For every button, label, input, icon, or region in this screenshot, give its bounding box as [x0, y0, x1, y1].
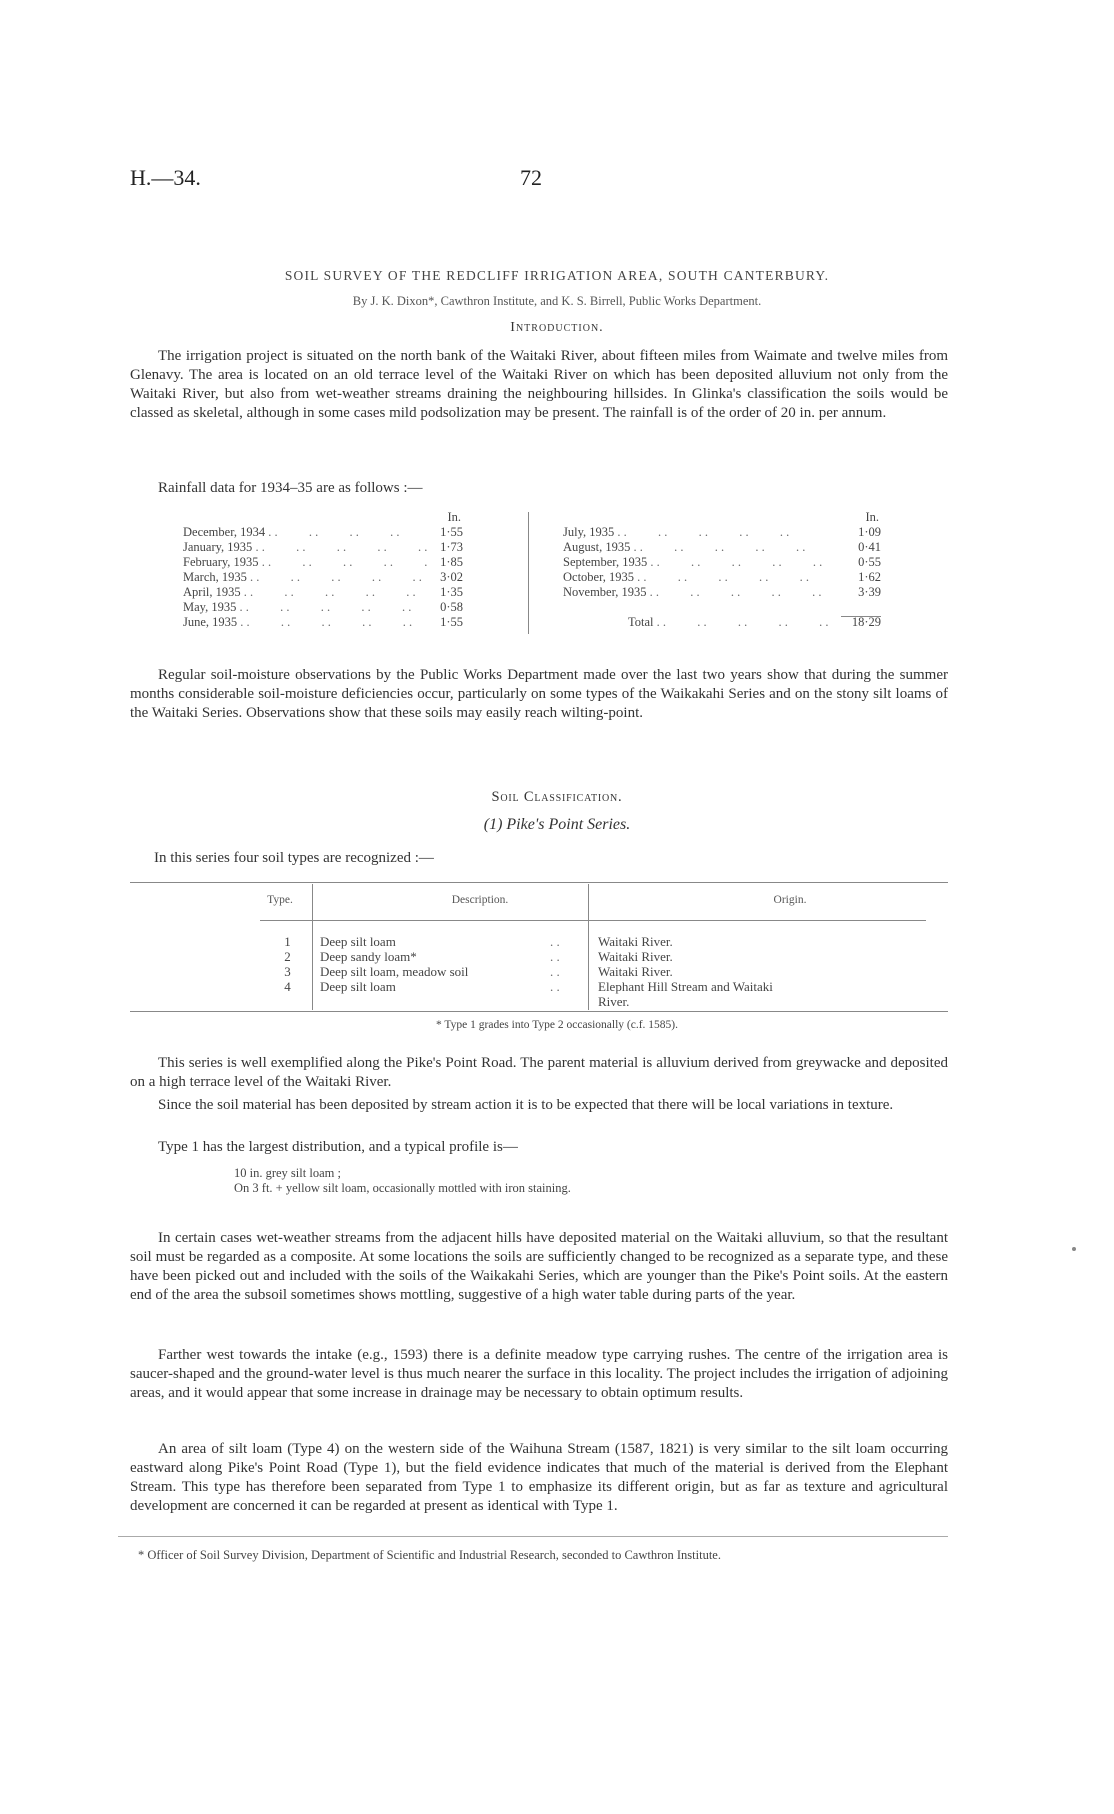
rainfall-month: March, 1935 . . — [183, 570, 427, 585]
series-intro: In this series four soil types are recognized :— — [154, 850, 434, 866]
introduction-heading: Introduction. — [510, 320, 604, 335]
soil-profile — [234, 1166, 571, 1196]
origin-cell: Waitaki River. — [598, 934, 673, 949]
origin-cell: Elephant Hill Stream and Waitaki River. — [598, 979, 773, 1009]
rainfall-total-row — [563, 615, 881, 630]
rainfall-right-column — [563, 510, 881, 630]
profile-line: On 3 ft. + yellow silt loam, occasionally mottled with iron staining. — [234, 1181, 571, 1195]
table-header-rule — [260, 920, 926, 921]
rainfall-column-divider — [528, 512, 529, 634]
rainfall-value: 1·85 — [440, 555, 463, 569]
byline: By J. K. Dixon*, Cawthron Institute, and K. S. Birrell, Public Works Department. — [352, 294, 762, 308]
rainfall-row — [183, 555, 463, 570]
farther-west-paragraph: Farther west towards the intake (e.g., 1593) there is a definite meadow type carrying rushes. The centre of the irrigation area is saucer-shaped and the ground-water level is thus much nearer the surface in this locality. The project includes the irrigation of adjoining areas, and it would appear that some increase in drainage may be necessary to obtain optimum results. — [130, 1347, 948, 1401]
description-header: Description. — [451, 894, 509, 906]
unit-header-left: In. — [447, 510, 461, 524]
stream-paragraph: Since the soil material has been deposited by stream action it is to be expected that there will be local variations in texture. — [158, 1097, 894, 1113]
rainfall-value: 1·35 — [440, 585, 463, 599]
type-cell: 4 — [284, 979, 291, 994]
author-footnote: * Officer of Soil Survey Division, Department of Scientific and Industrial Research, seconded to Cawthron Institute. — [138, 1548, 721, 1562]
rainfall-value: 3·39 — [858, 585, 881, 599]
rainfall-month: May, 1935 . . — [183, 600, 427, 615]
table-top-rule — [130, 882, 948, 883]
page-number: 72 — [520, 165, 542, 190]
table-divider-1 — [312, 884, 313, 1010]
footnote-rule — [118, 1536, 948, 1537]
rainfall-month: September, 1935 . . — [563, 555, 845, 570]
rainfall-row — [183, 540, 463, 555]
rainfall-row — [183, 600, 463, 615]
rainfall-row — [563, 540, 881, 555]
rainfall-row — [183, 570, 463, 585]
series-heading: (1) Pike's Point Series. — [483, 816, 631, 833]
document-title: SOIL SURVEY OF THE REDCLIFF IRRIGATION AREA, SOUTH CANTERBURY. — [284, 268, 830, 283]
profile-line: 10 in. grey silt loam ; — [234, 1166, 341, 1180]
rainfall-value: 1·09 — [858, 525, 881, 539]
rainfall-month: January, 1935 . . — [183, 540, 427, 555]
table-divider-2 — [588, 884, 589, 1010]
leader-dots: . . . . . . . . — [550, 934, 560, 994]
rainfall-row — [563, 570, 881, 585]
description-cell: Deep silt loam, meadow soil — [320, 964, 469, 979]
type-cell: 3 — [284, 964, 291, 979]
wet-weather-paragraph: In certain cases wet-weather streams from the adjacent hills have deposited material on the Waitaki alluvium, so that the resultant soil must be regarded as a composite. At some locations the soils are sufficiently changed to be recognized as a separate type, and these have been picked out and included with the soils of the Waikakahi Series, which are younger than the Pike's Point soils. At the eastern end of the area the subsoil sometimes shows mottling, suggestive of a high water table during parts of the year. — [130, 1230, 948, 1303]
origin-header: Origin. — [773, 894, 807, 906]
rainfall-value: 1·55 — [440, 615, 463, 629]
scan-speck — [1072, 1247, 1076, 1251]
description-cell: Deep silt loam — [320, 934, 396, 949]
intro-paragraph: The irrigation project is situated on the north bank of the Waitaki River, about fifteen miles from Waimate and twelve miles from Glenavy. The area is located on an old terrace level of the Waitaki River on which has been deposited alluvium not only from the Waitaki River, but also from wet-weather streams draining the neighbouring hillsides. In Glinka's classification the soils would be classed as skeletal, although in some cases mild podsolization may be present. The rainfall is of the order of 20 in. per annum. — [130, 348, 948, 421]
origin-cell: Waitaki River. — [598, 964, 673, 979]
rainfall-row — [563, 525, 881, 540]
exemplified-paragraph: This series is well exemplified along the Pike's Point Road. The parent material is alluvium derived from greywacke and deposited on a high terrace level of the Waitaki River. — [130, 1055, 948, 1090]
soil-types-table — [130, 882, 948, 1012]
rainfall-row — [563, 555, 881, 570]
rainfall-intro: Rainfall data for 1934–35 are as follows :— — [158, 480, 423, 496]
rainfall-month: November, 1935 . . — [563, 585, 845, 600]
origin-column — [598, 934, 798, 1009]
rainfall-month: April, 1935 . . — [183, 585, 427, 600]
rainfall-value: 1·55 — [440, 525, 463, 539]
moisture-paragraph: Regular soil-moisture observations by the Public Works Department made over the last two years show that during the summer months considerable soil-moisture deficiencies occur, particularly on some types of the Waikakahi Series and on the stony silt loams of the Waitaki Series. Observations show that these soils may easily reach wilting-point. — [130, 667, 948, 721]
description-cell: Deep sandy loam* — [320, 949, 417, 964]
rainfall-left-column — [183, 510, 463, 630]
series-code: H.—34. — [130, 165, 201, 190]
total-rule — [841, 616, 881, 617]
rainfall-left-rows — [183, 525, 463, 630]
type-column — [275, 934, 300, 994]
rainfall-month: December, 1934 . . — [183, 525, 427, 540]
rainfall-value: 0·58 — [440, 600, 463, 614]
rainfall-month: February, 1935 . . — [183, 555, 427, 570]
rainfall-value: 0·41 — [858, 540, 881, 554]
rainfall-month: June, 1935 . . — [183, 615, 427, 630]
description-column — [320, 934, 580, 994]
unit-header-right: In. — [865, 510, 879, 524]
type-cell: 2 — [284, 949, 291, 964]
total-label: Total . . — [563, 615, 845, 630]
rainfall-row — [183, 615, 463, 630]
rainfall-right-rows — [563, 525, 881, 600]
soil-classification-heading: Soil Classification. — [491, 789, 623, 805]
origin-cell: Waitaki River. — [598, 949, 673, 964]
table-bottom-rule — [130, 1011, 948, 1012]
table-footnote: * Type 1 grades into Type 2 occasionally (c.f. 1585). — [436, 1019, 678, 1031]
rainfall-value: 1·73 — [440, 540, 463, 554]
rainfall-month: July, 1935 . . — [563, 525, 845, 540]
rainfall-month: August, 1935 . . — [563, 540, 845, 555]
type-cell: 1 — [284, 934, 291, 949]
rainfall-row — [183, 585, 463, 600]
rainfall-value: 3·02 — [440, 570, 463, 584]
rainfall-month: October, 1935 . . — [563, 570, 845, 585]
type-header: Type. — [267, 894, 293, 906]
rainfall-value: 1·62 — [858, 570, 881, 584]
silt-loam-paragraph: An area of silt loam (Type 4) on the western side of the Waihuna Stream (1587, 1821) is very similar to the silt loam occurring eastward along Pike's Point Road (Type 1), but the field evidence indicates that much of the material is derived from the Elephant Stream. This type has therefore been separated from Type 1 to emphasize its different origin, but as far as texture and agricultural development are concerned it can be regarded at present as identical with Type 1. — [130, 1441, 948, 1514]
rainfall-row — [183, 525, 463, 540]
type1-paragraph: Type 1 has the largest distribution, and a typical profile is— — [158, 1139, 518, 1155]
rainfall-row — [563, 585, 881, 600]
total-value: 18·29 — [851, 615, 881, 629]
rainfall-value: 0·55 — [858, 555, 881, 569]
description-cell: Deep silt loam — [320, 979, 396, 994]
